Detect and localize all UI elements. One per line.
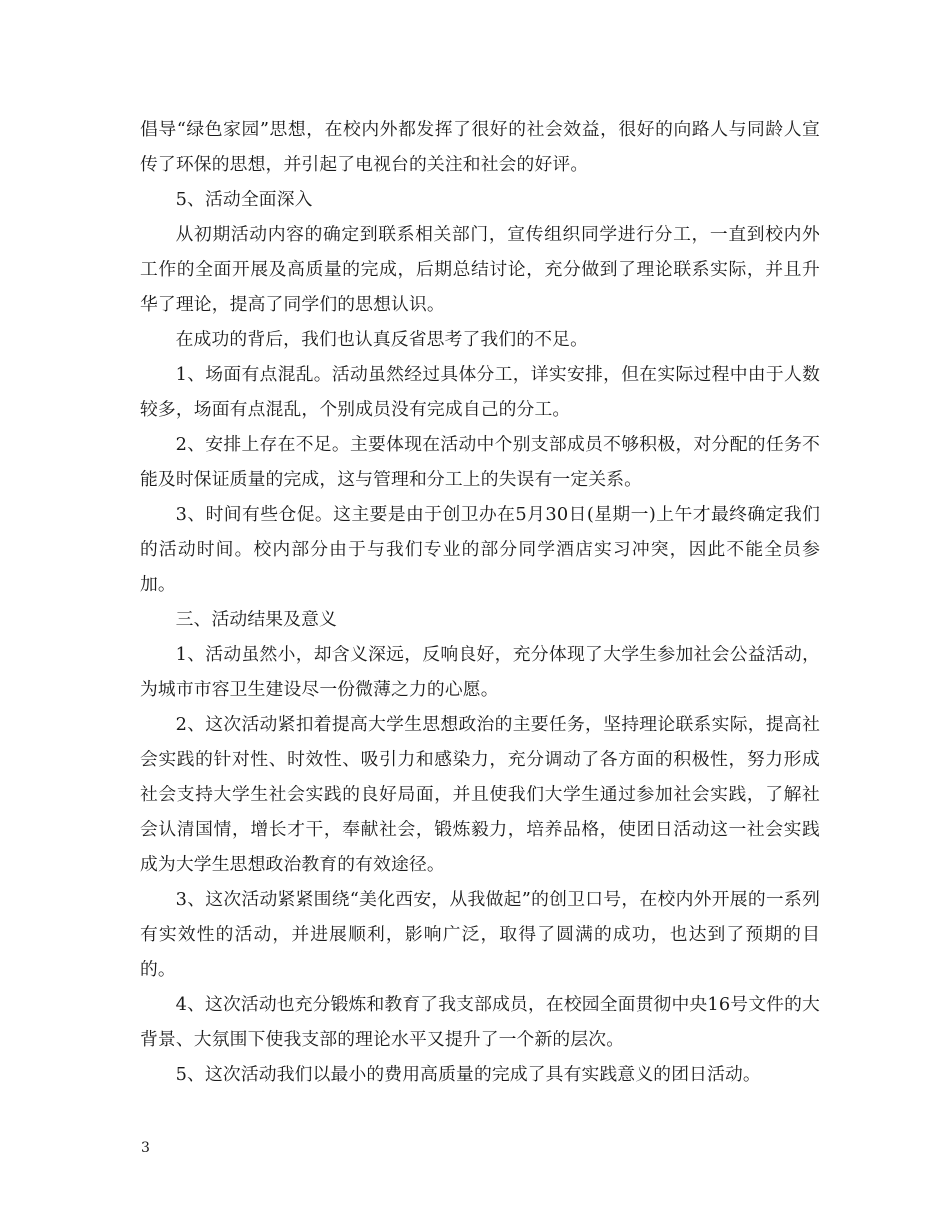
paragraph-result-2: 2、这次活动紧扣着提高大学生思想政治的主要任务，坚持理论联系实际，提高社会实践的针对性、时效性、吸引力和感染力，充分调动了各方面的积极性，努力形成社会支持大学生社会实践的良好局面，并且使我们大学生通过参加社会实践，了解社会认清国情，增长才干，奉献社会，锻炼毅力，培养品格，使团日活动这一社会实践成为大学生思想政治教育的有效途径。	[140, 714, 820, 875]
paragraph-green-home: 倡导“绿色家园”思想，在校内外都发挥了很好的社会效益，很好的向路人与同龄人宣传了环保的思想，并引起了电视台的关注和社会的好评。	[140, 119, 820, 175]
paragraph-result-5: 5、这次活动我们以最小的费用高质量的完成了具有实践意义的团日活动。	[175, 1064, 761, 1085]
paragraph-shortcoming-1: 1、场面有点混乱。活动虽然经过具体分工，详实安排，但在实际过程中由于人数较多，场面有点混乱，个别成员没有完成自己的分工。	[140, 364, 820, 420]
page-number: 3	[141, 1140, 150, 1156]
paragraph-result-4: 4、这次活动也充分锻炼和教育了我支部成员，在校园全面贯彻中央16号文件的大背景、大氛围下使我支部的理论水平又提升了一个新的层次。	[140, 994, 820, 1050]
document-body	[140, 112, 820, 1092]
paragraph-shortcoming-2: 2、安排上存在不足。主要体现在活动中个别支部成员不够积极，对分配的任务不能及时保证质量的完成，这与管理和分工上的失误有一定关系。	[140, 434, 820, 490]
section-heading-results: 三、活动结果及意义	[175, 609, 337, 630]
heading-activity-deep: 5、活动全面深入	[175, 189, 313, 210]
paragraph-result-3: 3、这次活动紧紧围绕“美化西安，从我做起”的创卫口号，在校内外开展的一系列有实效性的活动，并进展顺利，影响广泛，取得了圆满的成功，也达到了预期的目的。	[140, 889, 820, 980]
paragraph-shortcoming-3: 3、时间有些仓促。这主要是由于创卫办在5月30日(星期一)上午才最终确定我们的活动时间。校内部分由于与我们专业的部分同学酒店实习冲突，因此不能全员参加。	[140, 504, 820, 595]
paragraph-activity-process: 从初期活动内容的确定到联系相关部门，宣传组织同学进行分工，一直到校内外工作的全面开展及高质量的完成，后期总结讨论，充分做到了理论联系实际，并且升华了理论，提高了同学们的思想认识。	[140, 224, 820, 315]
paragraph-shortcomings-intro: 在成功的背后，我们也认真反省思考了我们的不足。	[175, 329, 589, 350]
paragraph-result-1: 1、活动虽然小，却含义深远，反响良好，充分体现了大学生参加社会公益活动，为城市市容卫生建设尽一份微薄之力的心愿。	[140, 644, 820, 700]
